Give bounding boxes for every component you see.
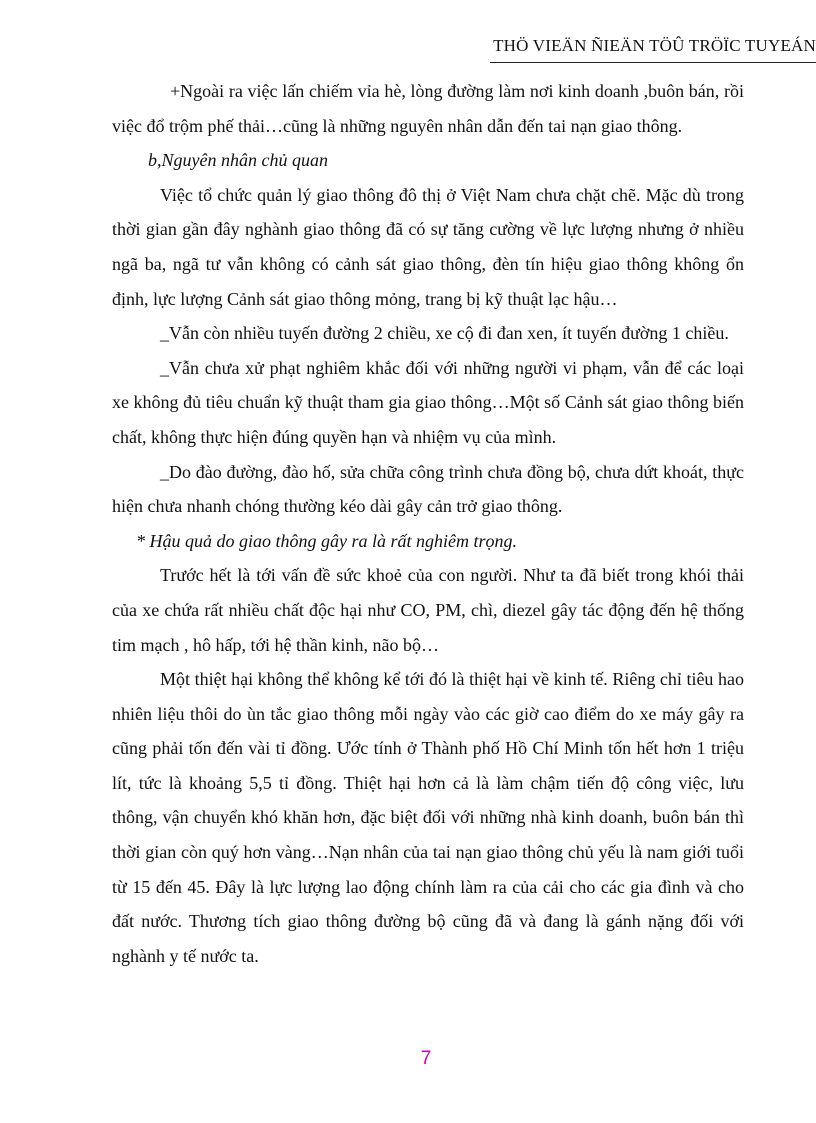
header-rule [490, 62, 816, 63]
paragraph-encroachment: +Ngoài ra việc lấn chiếm vỉa hè, lòng đường làm nơi kinh doanh ,buôn bán, rồi việc đổ trộm phế thải…cũng là những nguyên nhân dẫn đến tai nạn giao thông. [112, 81, 744, 136]
header-title: THÖ VIEÄN ÑIEÄN TÖÛ TRÖÏC TUYEÁN [493, 36, 816, 55]
subheading-subjective-causes: b,Nguyên nhân chủ quan [148, 150, 328, 171]
page-header [396, 36, 816, 56]
paragraph-traffic-management: Việc tổ chức quản lý giao thông đô thị ở Việt Nam chưa chặt chẽ. Mặc dù trong thời gian gần đây nghành giao thông đã có sự tăng cường về lực lượng nhưng ở nhiều ngã ba, ngã tư vẫn không có cảnh sát giao thông, đèn tín hiệu giao thông không ổn định, lực lượng Cảnh sát giao thông mỏng, trang bị kỹ thuật lạc hậu… [112, 184, 744, 309]
document-body [112, 74, 744, 973]
paragraph-road-works: _Do đào đường, đào hố, sửa chữa công trình chưa đồng bộ, chưa dứt khoát, thực hiện chưa nhanh chóng thường kéo dài gây cản trở giao thông. [112, 461, 744, 517]
paragraph-two-way-roads: _Vẫn còn nhiều tuyến đường 2 chiều, xe cộ đi đan xen, ít tuyến đường 1 chiều. [160, 323, 729, 344]
paragraph-economic-damage: Một thiệt hại không thể không kể tới đó là thiệt hại về kinh tế. Riêng chỉ tiêu hao nhiên liệu thôi do ùn tắc giao thông mỗi ngày vào các giờ cao điểm do xe máy gây ra cũng phải tốn đến vài tỉ đồng. Ước tính ở Thành phố Hồ Chí Minh tốn hết hơn 1 triệu lít, tức là khoảng 5,5 tỉ đồng. Thiệt hại hơn cả là làm chậm tiến độ công việc, lưu thông, vận chuyển khó khăn hơn, đặc biệt đối với những nhà kinh doanh, buôn bán thì thời gian còn quý hơn vàng…Nạn nhân của tai nạn giao thông chủ yếu là nam giới tuổi từ 15 đến 45. Đây là lực lượng lao động chính làm ra của cải cho các gia đình và cho đất nước. Thương tích giao thông đường bộ cũng đã và đang là gánh nặng đối với nghành y tế nước ta. [112, 669, 744, 966]
subheading-consequences: * Hậu quả do giao thông gây ra là rất nghiêm trọng. [136, 530, 517, 551]
page-number: 7 [420, 1048, 432, 1069]
paragraph-penalties: _Vẫn chưa xử phạt nghiêm khắc đối với những người vi phạm, vẫn để các loại xe không đủ tiêu chuẩn kỹ thuật tham gia giao thông…Một số Cảnh sát giao thông biến chất, không thực hiện đúng quyền hạn và nhiệm vụ của mình. [112, 357, 744, 447]
paragraph-health: Trước hết là tới vấn đề sức khoẻ của con người. Như ta đã biết trong khói thải của xe chứa rất nhiều chất độc hại như CO, PM, chì, diezel gây tác động đến hệ thống tim mạch , hô hấp, tới hệ thần kinh, não bộ… [112, 565, 744, 655]
